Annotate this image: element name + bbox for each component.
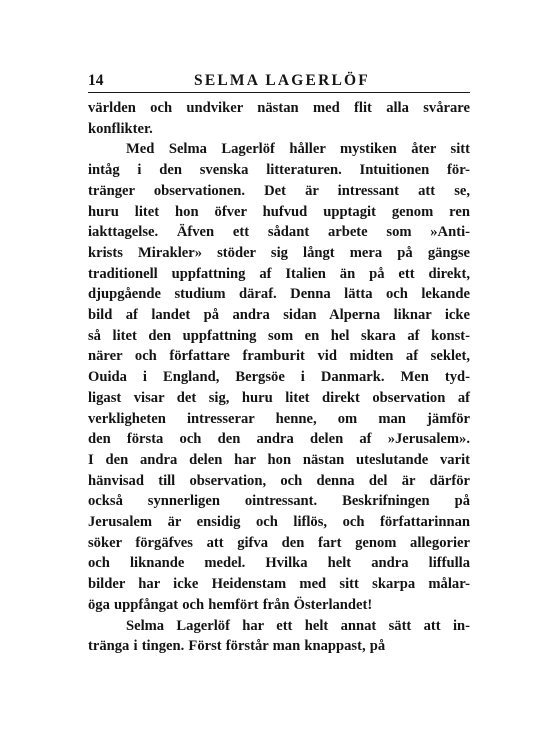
paragraph — [88, 616, 470, 657]
text-line: Ouida i England, Bergsöe i Danmark. Men tyd- — [88, 369, 470, 386]
text-line: närer och författare framburit vid midten af seklet, — [88, 348, 470, 365]
text-line: tränger observationen. Det är intressant att se, — [88, 182, 470, 199]
book-page — [88, 70, 470, 657]
text-line: också synnerligen ointressant. Beskrifningen på — [88, 493, 470, 510]
text-line: konflikter. — [88, 120, 153, 137]
text-line: bild af landet på andra sidan Alperna liknar icke — [88, 307, 470, 324]
text-line: traditionell uppfattning af Italien än på ett direkt, — [88, 265, 470, 282]
text-line: huru litet hon öfver hufvud upptagit genom ren — [88, 203, 470, 220]
page-number: 14 — [88, 72, 104, 89]
text-line: Med Selma Lagerlöf håller mystiken åter sitt — [126, 141, 470, 158]
text-line: iakttagelse. Äfven ett sådant arbete som »Anti- — [88, 224, 470, 241]
text-line: den första och den andra delen af »Jerusalem». — [88, 431, 470, 448]
text-line: söker förgäfves att gifva den fart genom allegorier — [88, 534, 470, 551]
text-line: och liknande medel. Hvilka helt andra liffulla — [88, 555, 470, 572]
text-line: hänvisad till observation, och denna del är därför — [88, 472, 470, 489]
header-rule — [88, 92, 470, 93]
text-line: I den andra delen har hon nästan uteslutande varit — [88, 451, 470, 468]
body-text — [88, 98, 470, 657]
text-line: öga uppfångat och hemfört från Österlandet! — [88, 596, 373, 613]
text-line: bilder har icke Heidenstam med sitt skarpa målar- — [88, 576, 470, 593]
text-line: krists Mirakler» stöder sig långt mera på gängse — [88, 244, 470, 261]
paragraph — [88, 98, 470, 139]
text-line: världen och undviker nästan med flit alla svårare — [88, 100, 470, 116]
running-title: SELMA LAGERLÖF — [194, 72, 370, 89]
text-line: intåg i den svenska litteraturen. Intuitionen för- — [88, 162, 470, 179]
text-line: verkligheten intresserar henne, om man jämför — [88, 410, 470, 427]
text-line: djupgående studium däraf. Denna lätta och lekande — [88, 286, 470, 303]
paragraph — [88, 139, 470, 615]
text-line: så litet den uppfattning som en hel skara af konst- — [88, 327, 470, 344]
text-line: tränga i tingen. Först förstår man knappast, på — [88, 638, 386, 655]
text-line: ligast visar det sig, huru litet direkt observation af — [88, 389, 470, 406]
text-line: Jerusalem är ensidig och liflös, och författarinnan — [88, 514, 470, 531]
page-header — [88, 70, 470, 92]
text-line: Selma Lagerlöf har ett helt annat sätt att in- — [126, 617, 470, 634]
